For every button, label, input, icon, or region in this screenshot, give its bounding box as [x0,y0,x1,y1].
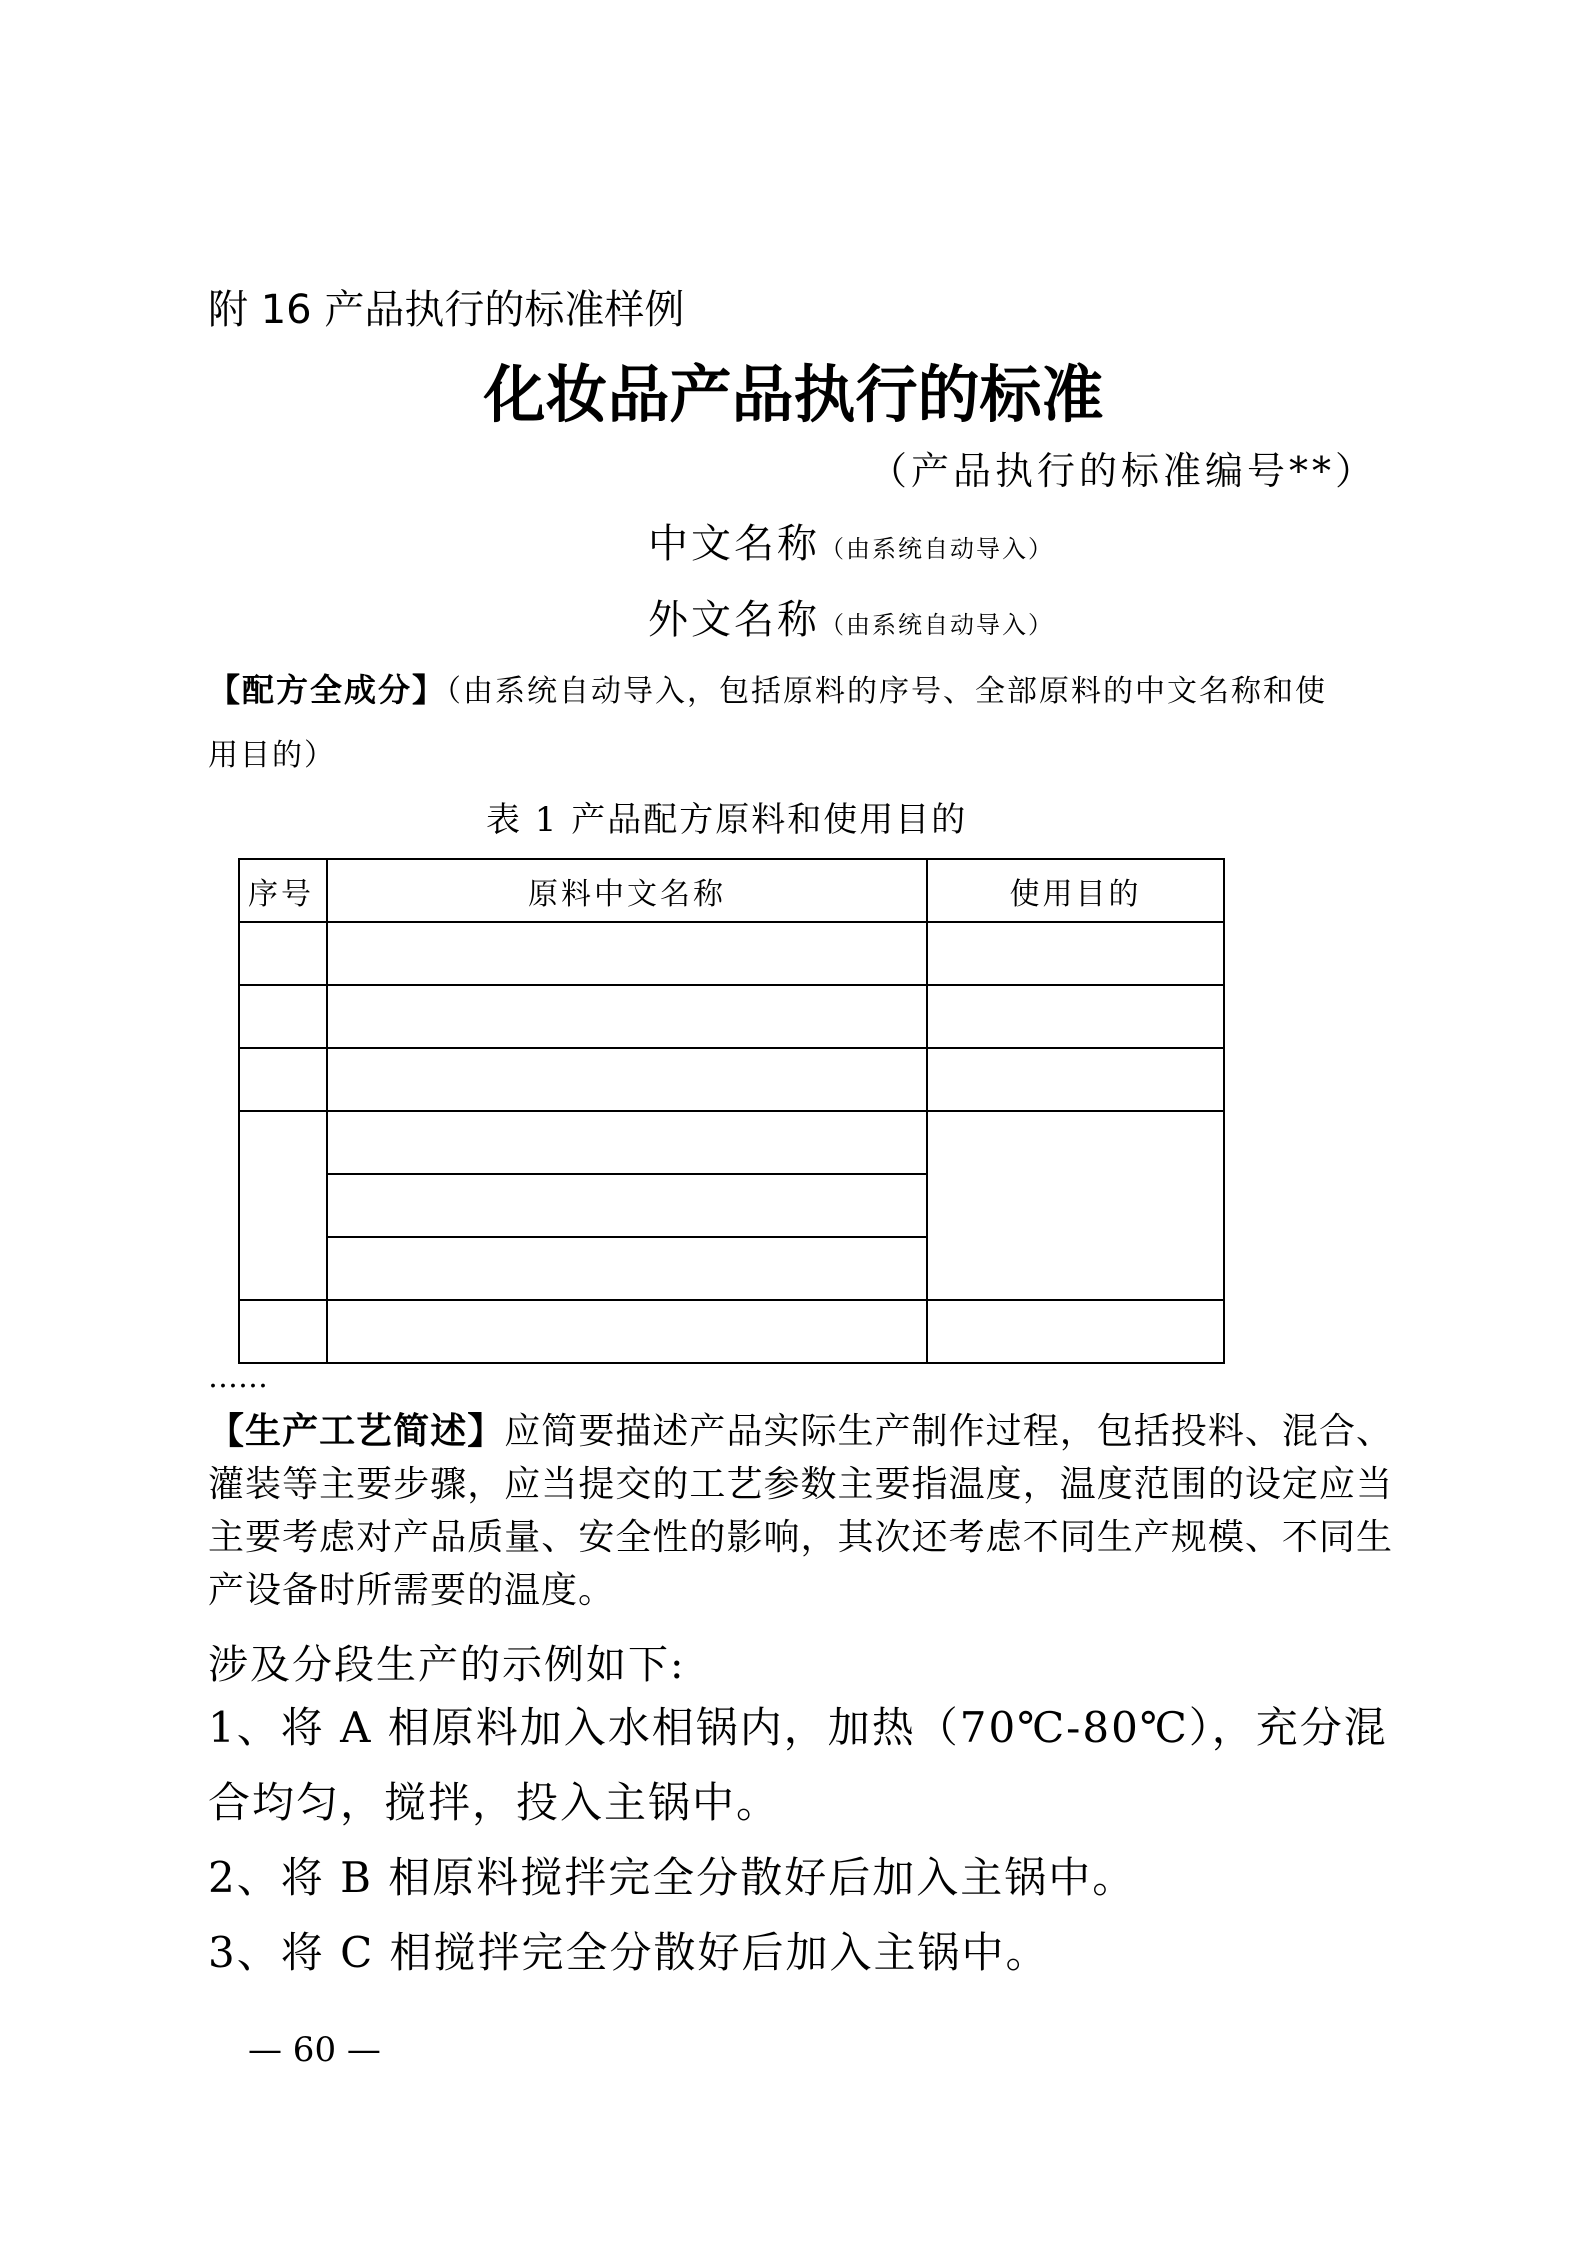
table-row [239,1300,1224,1363]
chinese-name-label: 中文名称 [648,521,820,567]
process-heading: 【生产工艺简述】 [208,1411,505,1452]
table-row [239,922,1224,985]
table-row [239,1048,1224,1111]
chinese-name-note: （由系统自动导入） [820,535,1054,563]
table-cell-merged [239,1111,327,1300]
table-cell [927,985,1224,1048]
process-description [208,1405,1393,1617]
table-cell [327,985,927,1048]
table-cell [927,922,1224,985]
table-cell [327,1174,927,1237]
step-1: 1、将 A 相原料加入水相锅内，加热（70℃-80℃），充分混合均匀，搅拌，投入主锅中。 [208,1703,1388,1827]
foreign-name-note: （由系统自动导入） [820,611,1054,639]
table-caption: 表 1 产品配方原料和使用目的 [486,800,968,840]
header-ingredient-name: 原料中文名称 [327,859,927,922]
document-title: 化妆品产品执行的标准 [483,358,1104,431]
table-cell-merged [927,1111,1224,1300]
header-purpose: 使用目的 [927,859,1224,922]
formula-heading: 【配方全成分】 [208,671,447,709]
process-text: 应简要描述产品实际生产制作过程，包括投料、混合、灌装等主要步骤，应当提交的工艺参数主要指温度，温度范围的设定应当主要考虑对产品质量、安全性的影响，其次还考虑不同生产规模、不同生产设备时所需要的温度。 [208,1411,1393,1611]
foreign-name-line [648,588,1054,645]
table-cell [927,1048,1224,1111]
table-cell [239,1300,327,1363]
formula-table [238,858,1225,1364]
table-cell [327,1111,927,1174]
formula-note: （由系统自动导入，包括原料的序号、全部原料的中文名称和使 [446,674,1328,709]
formula-line [208,665,1327,711]
step-2: 2、将 B 相原料搅拌完全分散好后加入主锅中。 [208,1853,1137,1902]
table-row [239,1111,1224,1174]
formula-note-continued: 用目的） [208,738,336,773]
table-cell [327,922,927,985]
page-number: — 60 — [248,2030,381,2070]
table-continuation-ellipsis: …… [208,1360,268,1395]
table-cell [239,922,327,985]
table-cell [327,1048,927,1111]
table-cell [327,1237,927,1300]
standard-number: （产品执行的标准编号**） [868,449,1377,493]
table-cell [239,1048,327,1111]
chinese-name-line [648,512,1054,569]
foreign-name-label: 外文名称 [648,597,820,643]
table-row [239,985,1224,1048]
appendix-heading: 附 16 产品执行的标准样例 [208,287,685,333]
table-cell [239,985,327,1048]
steps-heading: 涉及分段生产的示例如下: [208,1642,686,1688]
table-cell [927,1300,1224,1363]
table-header-row [239,859,1224,922]
header-serial-number: 序号 [239,859,327,922]
step-3: 3、将 C 相搅拌完全分散好后加入主锅中。 [208,1928,1050,1977]
table-cell [327,1300,927,1363]
